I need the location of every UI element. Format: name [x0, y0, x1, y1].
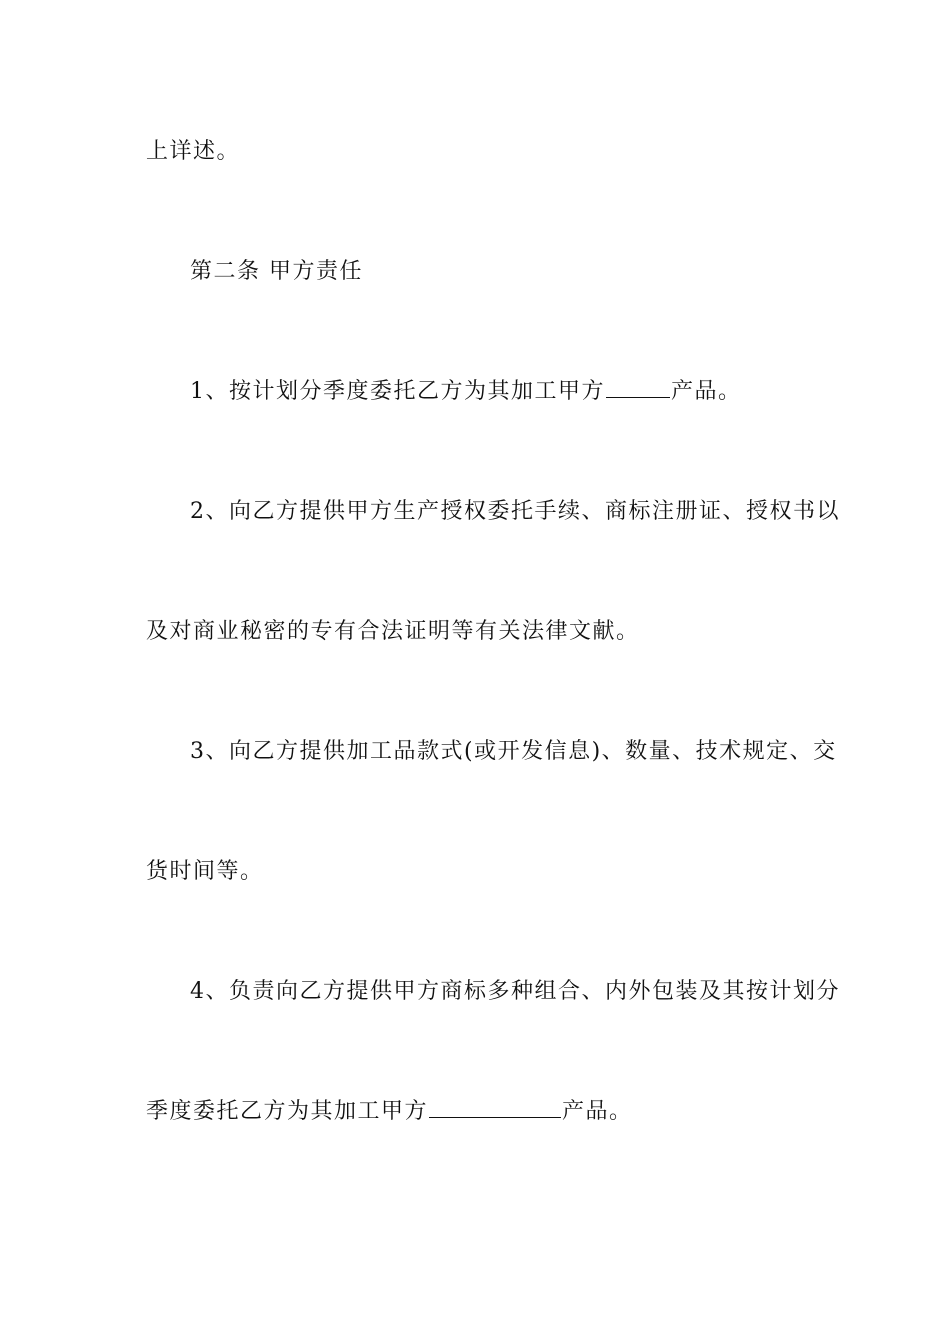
section-heading [190, 259, 363, 285]
clause-2-continuation: 及对商业秘密的专有合法证明等有关法律文献。 [146, 619, 640, 644]
clause-1 [190, 379, 742, 405]
clause-3-text: 3、向乙方提供加工品款式(或开发信息)、数量、技术规定、交 [190, 739, 837, 764]
section-heading-text: 第二条 甲方责任 [190, 259, 363, 284]
clause-3-continuation: 货时间等。 [146, 859, 264, 884]
paragraph-text: 上详述。 [146, 139, 241, 164]
clause-4-continuation: 季度委托乙方为其加工甲方 [146, 1099, 429, 1124]
continuation-line [146, 139, 240, 165]
clause-1-suffix: 产品。 [671, 379, 742, 404]
clause-4-line-1 [190, 979, 840, 1005]
clause-2-text: 2、向乙方提供甲方生产授权委托手续、商标注册证、授权书以 [190, 499, 840, 524]
clause-4-text: 4、负责向乙方提供甲方商标多种组合、内外包装及其按计划分 [190, 979, 840, 1004]
clause-2-line-1 [190, 499, 840, 525]
fill-in-blank [606, 379, 670, 398]
fill-in-blank [429, 1099, 561, 1118]
clause-3-line-1 [190, 739, 837, 765]
clause-1-text: 1、按计划分季度委托乙方为其加工甲方 [190, 379, 605, 404]
clause-2-line-2 [146, 619, 640, 645]
clause-4-line-2 [146, 1099, 633, 1125]
clause-4-suffix: 产品。 [562, 1099, 633, 1124]
clause-3-line-2 [146, 859, 264, 885]
